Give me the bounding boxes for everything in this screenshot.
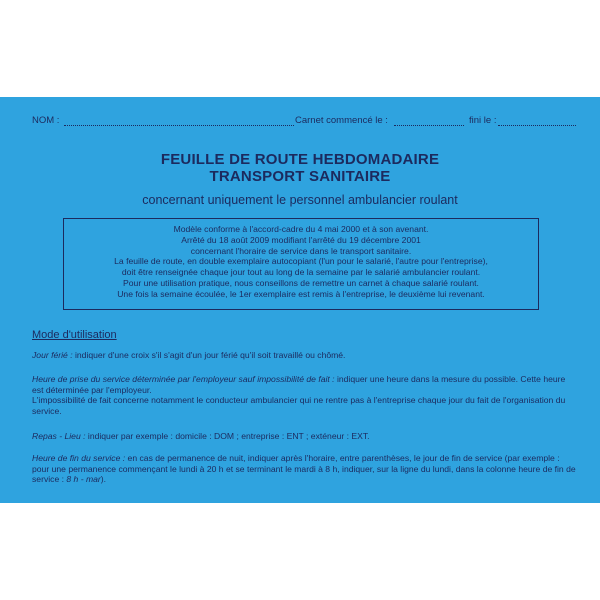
nom-label: NOM :: [32, 115, 60, 126]
repas-paragraph: [32, 431, 577, 442]
info-line: concernant l'horaire de service dans le transport sanitaire.: [190, 245, 412, 256]
title-line-2: TRANSPORT SANITAIRE: [209, 168, 391, 185]
heure-fin-end: ).: [100, 474, 107, 485]
nom-field[interactable]: [64, 116, 294, 126]
info-line: Modèle conforme à l'accord-cadre du 4 mai 2000 et à son avenant.: [173, 224, 429, 234]
mode-title: Mode d'utilisation: [32, 329, 117, 341]
heure-prise-label: Heure de prise du service déterminée par l'employeur sauf impossibilité de fait :: [32, 374, 335, 384]
heure-fin-example: 8 h - mar: [66, 474, 101, 485]
page-title: [0, 151, 600, 185]
fini-label: fini le :: [469, 115, 497, 126]
info-line: doit être renseignée chaque jour tout au long de la semaine par le salarié ambulancier roulant.: [121, 267, 481, 278]
heure-fin-label: Heure de fin du service :: [32, 453, 126, 463]
info-line: Pour une utilisation pratique, nous conseillons de remettre un carnet à chaque salarié roulant.: [123, 277, 479, 288]
jour-ferie-paragraph: [32, 350, 577, 361]
info-box: [63, 218, 539, 310]
heure-prise-paragraph: [32, 374, 577, 416]
jour-ferie-text: indiquer d'une croix s'il s'agit d'un jour férié qu'il soit travaillé ou chômé.: [72, 350, 346, 360]
repas-label: Repas - Lieu :: [32, 431, 86, 441]
title-line-1: FEUILLE DE ROUTE HEBDOMADAIRE: [160, 151, 440, 168]
carnet-label: Carnet commencé le :: [295, 115, 388, 126]
jour-ferie-label: Jour férié :: [32, 350, 73, 360]
heure-prise-text: indiquer une heure dans la mesure du possible. Cette heure est déterminée par l'employeur.: [32, 374, 566, 395]
heure-fin-text: en cas de permanence de nuit, indiquer après l'horaire, entre parenthèses, le jour de fin de service (par exemple : pour une permanence commençant le lundi à 20 h et se terminant le mardi à 8 h, indiquer, sur la ligne du lundi, dans la colonne heure de fin de service :: [32, 453, 576, 485]
heure-fin-paragraph: [32, 453, 577, 485]
info-line: Une fois la semaine écoulée, le 1er exemplaire est remis à l'entreprise, le deuxième lui revenant.: [117, 288, 485, 299]
repas-text: indiquer par exemple : domicile : DOM ; entreprise : ENT ; exténeur : EXT.: [85, 431, 370, 441]
route-sheet-cover: [0, 97, 600, 503]
fini-date-field[interactable]: [498, 116, 576, 126]
heure-prise-text-2: L'impossibilité de fait concerne notamment le conducteur ambulancier qui ne rentre pas à l'entreprise chaque jour du fait de l'organisation du service.: [32, 395, 566, 416]
info-line: Arrêté du 18 août 2009 modifiant l'arrêté du 19 décembre 2001: [181, 234, 421, 245]
carnet-date-field[interactable]: [394, 116, 464, 126]
info-line: La feuille de route, en double exemplaire autocopiant (l'un pour le salarié, l'autre pour l'entreprise),: [114, 256, 488, 267]
page-subtitle: concernant uniquement le personnel ambulancier roulant: [142, 193, 458, 207]
